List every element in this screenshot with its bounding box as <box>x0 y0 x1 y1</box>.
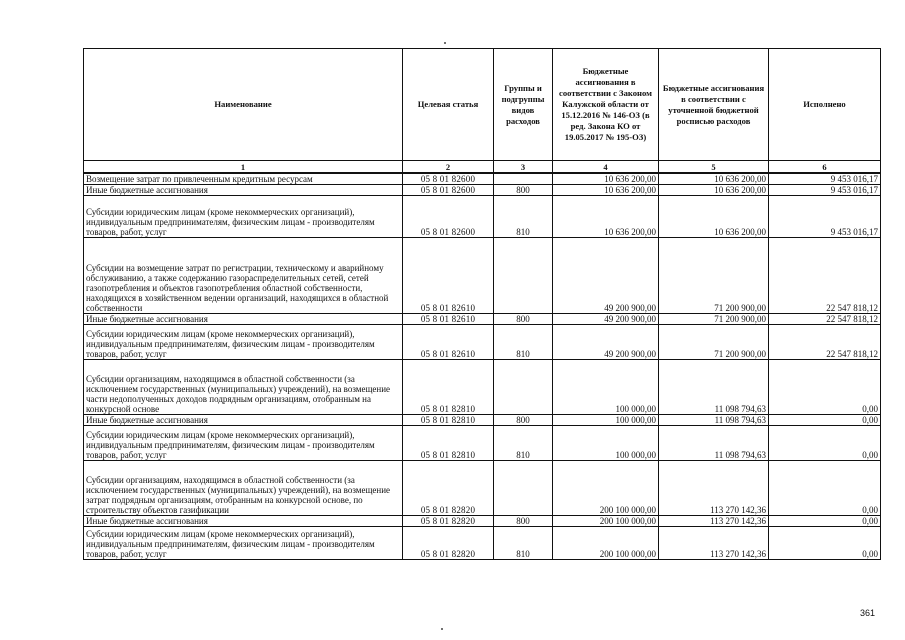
row-target-article: 05 8 01 82610 <box>403 325 494 360</box>
row-executed: 22 547 818,12 <box>769 238 881 314</box>
row-law-allocation: 100 000,00 <box>553 415 659 426</box>
row-executed: 0,00 <box>769 527 881 560</box>
row-target-article: 05 8 01 82820 <box>403 461 494 516</box>
row-refined-allocation: 10 636 200,00 <box>659 196 769 238</box>
scan-speck-bottom <box>441 628 443 630</box>
column-number: 5 <box>659 161 769 174</box>
row-name: Иные бюджетные ассигнования <box>84 314 403 325</box>
row-name: Субсидии на возмещение затрат по регистрации, техническому и аварийному обслуживанию, а также содержанию газораспределительных сетей, сетей газопотребления и объектов газопотребления областной собственности, находящихся в хозяйственном ведении организаций, находящихся в областной собственности <box>84 238 403 314</box>
row-expense-group: 800 <box>494 516 553 527</box>
table-row <box>84 360 881 415</box>
row-refined-allocation: 10 636 200,00 <box>659 185 769 196</box>
row-refined-allocation: 11 098 794,63 <box>659 415 769 426</box>
row-target-article: 05 8 01 82820 <box>403 527 494 560</box>
row-executed: 9 453 016,17 <box>769 173 881 185</box>
row-target-article: 05 8 01 82810 <box>403 360 494 415</box>
row-name: Иные бюджетные ассигнования <box>84 415 403 426</box>
header-target-article: Целевая статья <box>403 49 494 161</box>
row-name: Субсидии организациям, находящимся в областной собственности (за исключением государственных (муниципальных) учреждений), на возмещение части недополученных доходов подрядным организациям, отобранным на конкурсной основе <box>84 360 403 415</box>
column-number: 4 <box>553 161 659 174</box>
row-executed: 0,00 <box>769 426 881 461</box>
row-target-article: 05 8 01 82610 <box>403 238 494 314</box>
row-executed: 0,00 <box>769 461 881 516</box>
column-number-row <box>84 161 881 174</box>
table-body <box>84 173 881 560</box>
table-row <box>84 173 881 185</box>
row-executed: 9 453 016,17 <box>769 196 881 238</box>
budget-table <box>83 48 881 560</box>
row-law-allocation: 10 636 200,00 <box>553 173 659 185</box>
row-name: Иные бюджетные ассигнования <box>84 185 403 196</box>
row-target-article: 05 8 01 82600 <box>403 185 494 196</box>
header-refined-allocations: Бюджетные ассигнования в соответствии с уточненной бюджетной росписью расходов <box>659 49 769 161</box>
row-expense-group: 810 <box>494 527 553 560</box>
table-header-row <box>84 49 881 161</box>
header-law-allocations: Бюджетные ассигнования в соответствии с Законом Калужской области от 15.12.2016 № 146-ОЗ (в ред. Закона КО от 19.05.2017 № 195-ОЗ) <box>553 49 659 161</box>
row-target-article: 05 8 01 82820 <box>403 516 494 527</box>
row-executed: 22 547 818,12 <box>769 314 881 325</box>
column-number: 3 <box>494 161 553 174</box>
row-refined-allocation: 11 098 794,63 <box>659 426 769 461</box>
table-row <box>84 185 881 196</box>
row-expense-group: 800 <box>494 314 553 325</box>
row-expense-group <box>494 238 553 314</box>
table-row <box>84 415 881 426</box>
row-refined-allocation: 113 270 142,36 <box>659 461 769 516</box>
header-name: Наименование <box>84 49 403 161</box>
row-expense-group: 810 <box>494 196 553 238</box>
row-target-article: 05 8 01 82810 <box>403 415 494 426</box>
row-target-article: 05 8 01 82600 <box>403 173 494 185</box>
row-law-allocation: 49 200 900,00 <box>553 314 659 325</box>
row-law-allocation: 49 200 900,00 <box>553 238 659 314</box>
row-expense-group: 810 <box>494 325 553 360</box>
row-refined-allocation: 113 270 142,36 <box>659 516 769 527</box>
row-law-allocation: 10 636 200,00 <box>553 185 659 196</box>
row-refined-allocation: 10 636 200,00 <box>659 173 769 185</box>
row-target-article: 05 8 01 82600 <box>403 196 494 238</box>
header-executed: Исполнено <box>769 49 881 161</box>
row-name: Субсидии юридическим лицам (кроме некоммерческих организаций), индивидуальным предпринимателям, физическим лицам - производителям товаров, работ, услуг <box>84 325 403 360</box>
header-expense-groups: Группы и подгруппы видов расходов <box>494 49 553 161</box>
page-number: 361 <box>859 608 875 618</box>
row-name: Субсидии юридическим лицам (кроме некоммерческих организаций), индивидуальным предпринимателям, физическим лицам - производителям товаров, работ, услуг <box>84 527 403 560</box>
row-executed: 0,00 <box>769 360 881 415</box>
table-row <box>84 527 881 560</box>
table-row <box>84 238 881 314</box>
row-name: Субсидии юридическим лицам (кроме некоммерческих организаций), индивидуальным предпринимателям, физическим лицам - производителям товаров, работ, услуг <box>84 196 403 238</box>
row-expense-group <box>494 173 553 185</box>
row-expense-group: 800 <box>494 185 553 196</box>
column-number: 6 <box>769 161 881 174</box>
row-executed: 0,00 <box>769 415 881 426</box>
row-refined-allocation: 11 098 794,63 <box>659 360 769 415</box>
row-expense-group <box>494 461 553 516</box>
row-law-allocation: 200 100 000,00 <box>553 461 659 516</box>
table-row <box>84 196 881 238</box>
row-law-allocation: 100 000,00 <box>553 360 659 415</box>
row-target-article: 05 8 01 82610 <box>403 314 494 325</box>
row-expense-group <box>494 360 553 415</box>
table-row <box>84 426 881 461</box>
table-row <box>84 461 881 516</box>
table-row <box>84 325 881 360</box>
row-refined-allocation: 71 200 900,00 <box>659 314 769 325</box>
row-law-allocation: 10 636 200,00 <box>553 196 659 238</box>
row-name: Субсидии организациям, находящимся в областной собственности (за исключением государственных (муниципальных) учреждений), на возмещение затрат подрядным организациям, отобранным на конкурсной основе, по строительству объектов газификации <box>84 461 403 516</box>
row-law-allocation: 200 100 000,00 <box>553 516 659 527</box>
table-row <box>84 314 881 325</box>
row-expense-group: 810 <box>494 426 553 461</box>
row-law-allocation: 49 200 900,00 <box>553 325 659 360</box>
row-target-article: 05 8 01 82810 <box>403 426 494 461</box>
row-refined-allocation: 71 200 900,00 <box>659 325 769 360</box>
column-number: 2 <box>403 161 494 174</box>
table-row <box>84 516 881 527</box>
row-expense-group: 800 <box>494 415 553 426</box>
row-refined-allocation: 113 270 142,36 <box>659 527 769 560</box>
row-name: Возмещение затрат по привлеченным кредитным ресурсам <box>84 173 403 185</box>
scan-speck-top <box>444 42 446 44</box>
row-law-allocation: 200 100 000,00 <box>553 527 659 560</box>
row-refined-allocation: 71 200 900,00 <box>659 238 769 314</box>
row-executed: 9 453 016,17 <box>769 185 881 196</box>
row-executed: 0,00 <box>769 516 881 527</box>
row-executed: 22 547 818,12 <box>769 325 881 360</box>
row-law-allocation: 100 000,00 <box>553 426 659 461</box>
row-name: Субсидии юридическим лицам (кроме некоммерческих организаций), индивидуальным предпринимателям, физическим лицам - производителям товаров, работ, услуг <box>84 426 403 461</box>
row-name: Иные бюджетные ассигнования <box>84 516 403 527</box>
column-number: 1 <box>84 161 403 174</box>
